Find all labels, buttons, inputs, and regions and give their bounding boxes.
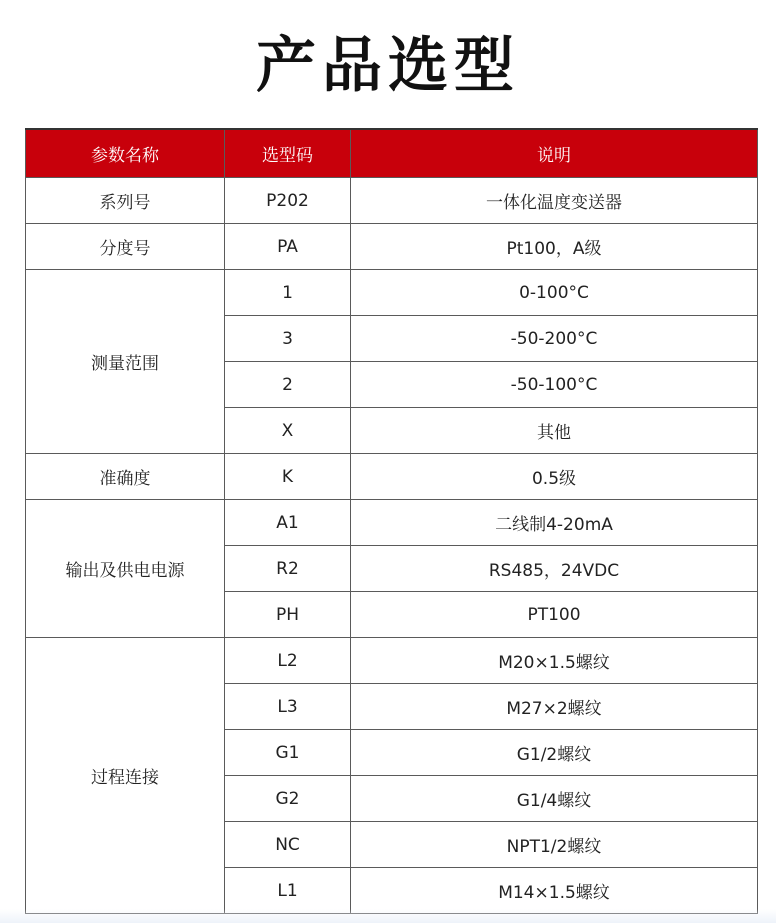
code-cell: P202	[225, 178, 351, 224]
code-cell: L3	[225, 684, 351, 730]
param-name-cell: 分度号	[26, 224, 225, 270]
description-cell: -50-200°C	[351, 316, 758, 362]
header-code: 选型码	[225, 129, 351, 178]
page-title: 产品选型	[256, 31, 520, 101]
table-row	[26, 224, 758, 270]
description-cell: Pt100，A级	[351, 224, 758, 270]
table-header-row	[26, 129, 758, 178]
code-cell: NC	[225, 822, 351, 868]
header-param-name: 参数名称	[26, 129, 225, 178]
table-row	[26, 638, 758, 684]
description-cell: M20×1.5螺纹	[351, 638, 758, 684]
param-name-cell: 测量范围	[26, 270, 225, 454]
param-name-cell: 系列号	[26, 178, 225, 224]
code-cell: 3	[225, 316, 351, 362]
table-body	[26, 178, 758, 914]
description-cell: M14×1.5螺纹	[351, 868, 758, 914]
code-cell: L2	[225, 638, 351, 684]
param-name-cell: 输出及供电电源	[26, 500, 225, 638]
code-cell: 1	[225, 270, 351, 316]
description-cell: 二线制4-20mA	[351, 500, 758, 546]
description-cell: -50-100°C	[351, 362, 758, 408]
description-cell: 其他	[351, 408, 758, 454]
code-cell: A1	[225, 500, 351, 546]
description-cell: NPT1/2螺纹	[351, 822, 758, 868]
description-cell: G1/2螺纹	[351, 730, 758, 776]
description-cell: 0-100°C	[351, 270, 758, 316]
code-cell: 2	[225, 362, 351, 408]
code-cell: G2	[225, 776, 351, 822]
code-cell: X	[225, 408, 351, 454]
description-cell: PT100	[351, 592, 758, 638]
param-name-cell: 准确度	[26, 454, 225, 500]
header-description: 说明	[351, 129, 758, 178]
code-cell: R2	[225, 546, 351, 592]
param-name-cell: 过程连接	[26, 638, 225, 914]
table-row	[26, 178, 758, 224]
code-cell: L1	[225, 868, 351, 914]
product-selection-table	[25, 128, 758, 914]
table-row	[26, 270, 758, 316]
table-row	[26, 500, 758, 546]
code-cell: PA	[225, 224, 351, 270]
description-cell: G1/4螺纹	[351, 776, 758, 822]
code-cell: K	[225, 454, 351, 500]
code-cell: G1	[225, 730, 351, 776]
code-cell: PH	[225, 592, 351, 638]
bottom-fade	[0, 909, 776, 923]
description-cell: 一体化温度变送器	[351, 178, 758, 224]
description-cell: RS485，24VDC	[351, 546, 758, 592]
description-cell: 0.5级	[351, 454, 758, 500]
description-cell: M27×2螺纹	[351, 684, 758, 730]
table-row	[26, 454, 758, 500]
